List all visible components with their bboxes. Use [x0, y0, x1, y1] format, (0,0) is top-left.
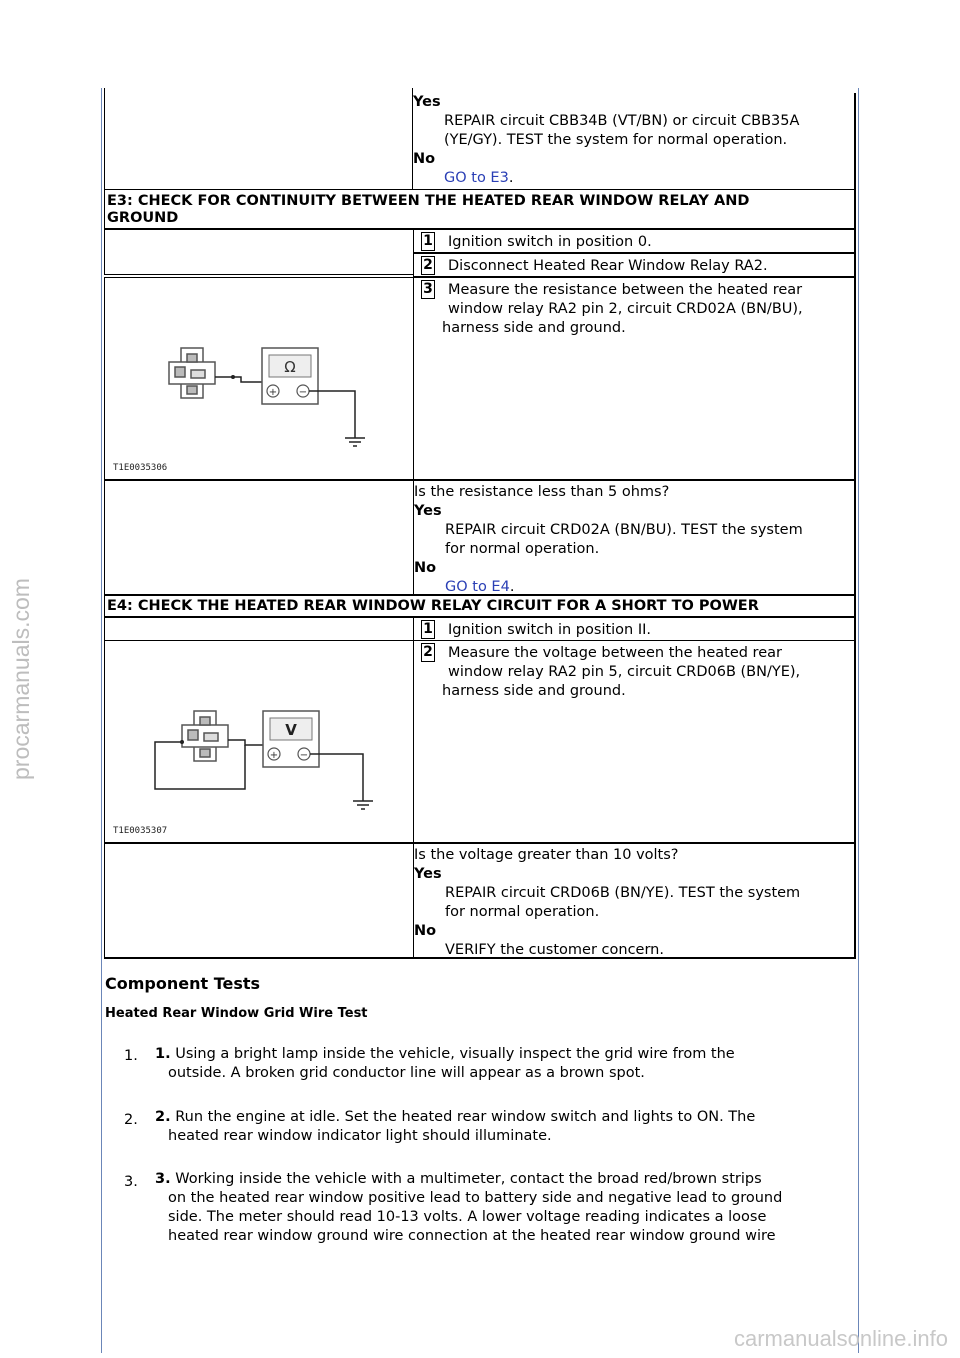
step-text: harness side and ground. [442, 683, 626, 699]
e3-result-left [104, 480, 414, 595]
yes-label: Yes [414, 503, 442, 519]
no-label: No [414, 923, 437, 939]
subsection-title: Heated Rear Window Grid Wire Test [105, 1006, 368, 1021]
e4-heading [104, 595, 856, 617]
step-number: 2 [421, 256, 435, 275]
period: . [508, 170, 514, 186]
meter-symbol: Ω [284, 358, 296, 376]
list-item-text: Working inside the vehicle with a multimeter, contact the broad red/brown strips [170, 1171, 762, 1187]
side-watermark: procarmanuals.com [8, 578, 34, 780]
go-to-e3-link[interactable]: GO to E3 [444, 170, 509, 186]
voltage-measurement-diagram [105, 641, 413, 842]
svg-text:−: − [299, 750, 309, 761]
step-number: 2 [421, 643, 435, 662]
yes-text-line: (YE/GY). TEST the system for normal operation. [444, 132, 788, 148]
step-text: Ignition switch in position 0. [448, 234, 652, 250]
list-item-number: 2. [155, 1109, 171, 1125]
step-number: 1 [421, 620, 435, 639]
list-marker: 3. [124, 1174, 138, 1190]
list-marker: 1. [124, 1048, 138, 1064]
e4-step1-left [104, 617, 414, 641]
yes-label: Yes [414, 866, 442, 882]
e4-result-cell [413, 843, 856, 959]
e4-heading-line: E4: CHECK THE HEATED REAR WINDOW RELAY CIRCUIT FOR A SHORT TO POWER [107, 598, 759, 614]
figure-id: T1E0035306 [113, 463, 168, 473]
yes-text-line: REPAIR circuit CBB34B (VT/BN) or circuit CBB35A [444, 113, 800, 129]
relay-connector-icon [182, 711, 228, 761]
e3-heading-line: GROUND [107, 210, 179, 226]
step-text: Disconnect Heated Rear Window Relay RA2. [448, 258, 768, 274]
yes-text-line: REPAIR circuit CRD06B (BN/YE). TEST the system [445, 885, 801, 901]
yes-text-line: for normal operation. [445, 904, 600, 920]
list-item-text: Using a bright lamp inside the vehicle, visually inspect the grid wire from the [170, 1046, 735, 1062]
no-label: No [413, 151, 436, 167]
e3-result-cell [413, 480, 856, 595]
yes-text-line: REPAIR circuit CRD02A (BN/BU). TEST the system [445, 522, 803, 538]
yes-text-line: for normal operation. [445, 541, 600, 557]
relay-connector-icon [169, 348, 215, 398]
no-text: VERIFY the customer concern. [445, 942, 664, 958]
e3-step1-left [104, 229, 414, 275]
go-to-e4-link[interactable]: GO to E4 [445, 579, 510, 595]
list-item-text: heated rear window indicator light should illuminate. [168, 1128, 552, 1144]
e3-figure-cell [104, 277, 414, 480]
step-text: window relay RA2 pin 5, circuit CRD06B (BN/YE), [448, 664, 801, 680]
top-left-cell [104, 88, 413, 189]
no-label: No [414, 560, 437, 576]
svg-text:+: + [269, 750, 279, 761]
step-text: Measure the voltage between the heated rear [448, 645, 782, 661]
e3-step-2 [413, 253, 856, 277]
step-text: harness side and ground. [442, 320, 626, 336]
e4-step-2 [413, 640, 856, 843]
step-number: 3 [421, 280, 435, 299]
e3-step-1 [413, 229, 856, 253]
list-item-text: Run the engine at idle. Set the heated rear window switch and lights to ON. The [170, 1109, 756, 1125]
list-item-text: side. The meter should read 10-13 volts. A lower voltage reading indicates a loose [168, 1209, 767, 1225]
svg-text:−: − [298, 387, 308, 398]
step-text: Measure the resistance between the heated rear [448, 282, 803, 298]
svg-text:+: + [268, 387, 278, 398]
list-item [155, 1045, 855, 1083]
ground-symbol-icon [353, 801, 373, 809]
step-text: Ignition switch in position II. [448, 622, 652, 638]
period: . [509, 579, 515, 595]
footer-watermark: carmanualsonline.info [733, 1326, 948, 1351]
question: Is the voltage greater than 10 volts? [414, 847, 679, 863]
list-item-text: on the heated rear window positive lead to battery side and negative lead to ground [168, 1190, 783, 1206]
figure-id: T1E0035307 [113, 826, 168, 836]
list-item [155, 1170, 857, 1246]
right-margin-line [858, 88, 859, 1353]
e4-step-1 [413, 617, 856, 641]
section-title: Component Tests [105, 974, 261, 993]
list-item-text: heated rear window ground wire connection at the heated rear window ground wire [168, 1228, 776, 1244]
ground-symbol-icon [345, 438, 365, 446]
list-item-number: 1. [155, 1046, 171, 1062]
top-result-cell [413, 93, 856, 189]
list-item-text: outside. A broken grid conductor line will appear as a brown spot. [168, 1065, 645, 1081]
e3-heading [104, 189, 856, 229]
e3-step-3 [413, 277, 856, 480]
step-number: 1 [421, 232, 435, 251]
meter-symbol: V [285, 721, 297, 739]
left-margin-line [101, 88, 102, 1353]
yes-label: Yes [413, 94, 441, 110]
ohmmeter-icon [262, 348, 318, 404]
resistance-measurement-diagram [105, 278, 413, 479]
question: Is the resistance less than 5 ohms? [414, 484, 670, 500]
e4-result-left [104, 843, 414, 959]
list-item-number: 3. [155, 1171, 171, 1187]
e3-heading-line: E3: CHECK FOR CONTINUITY BETWEEN THE HEATED REAR WINDOW RELAY AND [107, 193, 750, 209]
step-text: window relay RA2 pin 2, circuit CRD02A (BN/BU), [448, 301, 803, 317]
voltmeter-icon [263, 711, 319, 767]
e4-figure-cell [104, 640, 414, 843]
list-marker: 2. [124, 1112, 138, 1128]
list-item [155, 1108, 855, 1146]
